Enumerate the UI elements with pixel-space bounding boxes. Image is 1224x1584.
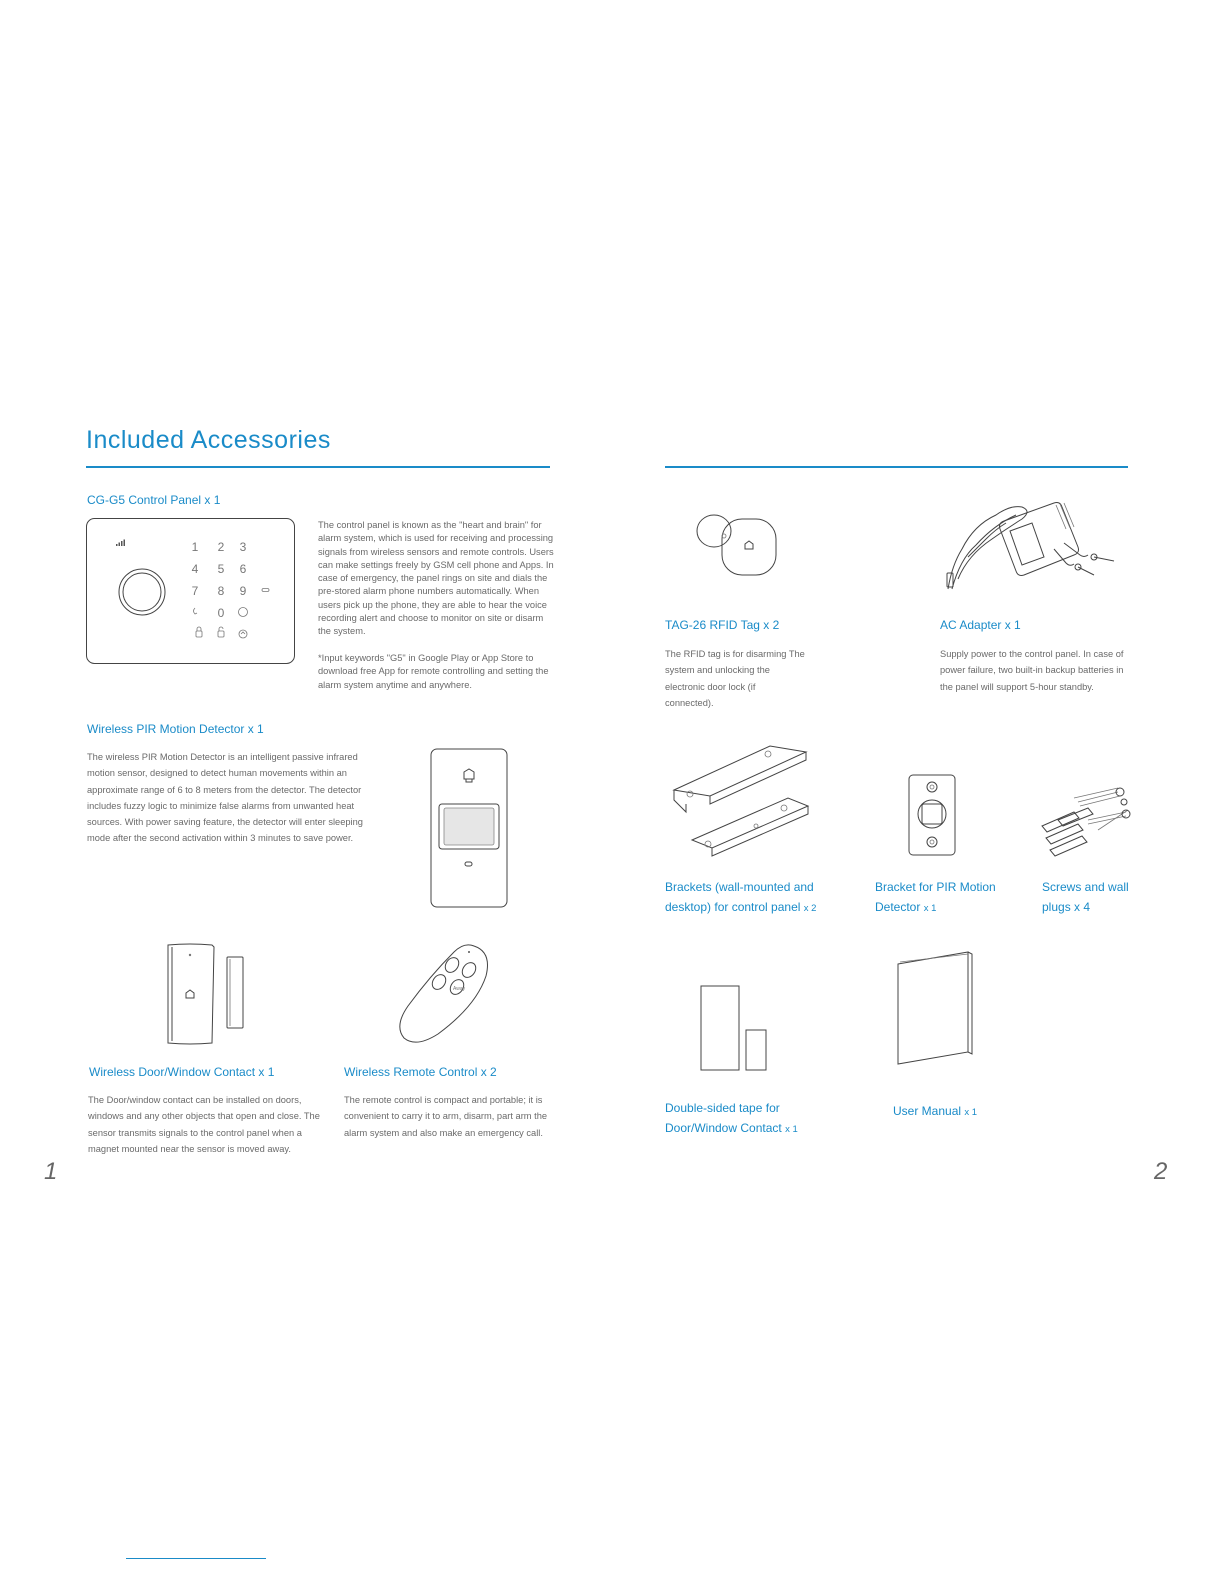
pir-heading: Wireless PIR Motion Detector x 1 <box>87 722 264 736</box>
key-4: 4 <box>191 562 199 576</box>
door-contact-heading: Wireless Door/Window Contact x 1 <box>89 1065 275 1079</box>
door-contact-illustration <box>164 941 249 1046</box>
key-0: 0 <box>217 606 225 620</box>
control-panel-heading: CG-G5 Control Panel x 1 <box>87 493 221 507</box>
control-panel-illustration <box>86 518 296 665</box>
rfid-tag-illustration <box>694 512 784 578</box>
screws-illustration <box>1038 784 1132 858</box>
brackets-heading-text: Brackets (wall-mounted and desktop) for control panel <box>665 880 814 914</box>
manual-qty: x 1 <box>964 1107 978 1118</box>
pir-led-icon <box>465 862 472 866</box>
unlock-key-icon <box>218 631 224 637</box>
signal-icon <box>116 540 125 547</box>
home-key-icon <box>239 630 247 638</box>
control-panel-desc: The control panel is known as the "heart and brain" for alarm system, which is used for receiving and processing signals from wireless sensors and remote controls. Users can make settings freely by GSM cell phone and Apps. In case of emergency, the panel rings on site and dials the pre-stored alarm phone numbers automatically. When users pick up the phone, they are able to hear the voice recording alert and choose to monitor on site or disarm the system. <box>318 520 554 637</box>
remote-desc: The remote control is compact and portable; it is convenient to carry it to arm, disarm, part arm the alarm system and also make an emergency call. <box>344 1095 548 1138</box>
manual-heading-text: User Manual <box>893 1104 962 1118</box>
brackets-heading <box>665 877 835 919</box>
key-8: 8 <box>217 584 225 598</box>
pir-bracket-qty: x 1 <box>923 903 937 914</box>
manual-heading <box>893 1101 977 1123</box>
remote-control-illustration <box>396 940 496 1045</box>
key-2: 2 <box>217 540 225 554</box>
page-number-left: 1 <box>44 1158 58 1185</box>
pir-bracket-heading-text: Bracket for PIR Motion Detector <box>875 880 996 914</box>
rfid-heading: TAG-26 RFID Tag x 2 <box>665 618 780 632</box>
tape-qty: x 1 <box>785 1124 798 1135</box>
double-sided-tape-illustration <box>700 985 770 1073</box>
rfid-desc: The RFID tag is for disarming The system and unlocking the electronic door lock (if connected). <box>665 649 805 708</box>
pir-logo-icon <box>464 769 474 782</box>
control-panel-note: *Input keywords "G5" in Google Play or App Store to download free App for remote controlling and setting the alarm system anytime and anywhere. <box>318 653 549 690</box>
key-7: 7 <box>191 584 199 598</box>
key-6: 6 <box>239 562 247 576</box>
tape-heading <box>665 1098 825 1140</box>
user-manual-illustration <box>896 950 976 1068</box>
remote-heading: Wireless Remote Control x 2 <box>344 1065 497 1079</box>
key-9: 9 <box>239 584 247 598</box>
ac-adapter-illustration <box>944 497 1128 593</box>
pir-bracket-illustration <box>906 773 958 857</box>
phone-key-icon <box>194 608 198 614</box>
pir-desc: The wireless PIR Motion Detector is an intelligent passive infrared motion sensor, designed to detect human movements within an approximate range of 6 to 8 meters from the detector. The detector includes fuzzy logic to minimize false alarms from unwanted heat sources. With power saving feature, the detector will enter sleeping mode after the second activation within 3 minutes to save power. <box>87 752 363 844</box>
door-contact-desc: The Door/window contact can be installed on doors, windows and any other objects that open and close. The sensor transmits signals to the control panel when a magnet mounted near the sensor is moved away. <box>88 1095 320 1154</box>
tape-heading-text: Double-sided tape for Door/Window Contact <box>665 1101 782 1135</box>
sos-key-icon <box>239 608 248 617</box>
key-3: 3 <box>239 540 247 554</box>
brackets-illustration <box>668 740 814 864</box>
screws-heading: Screws and wall plugs x 4 <box>1042 880 1129 914</box>
lock-key-icon <box>196 631 202 637</box>
page-number-right: 2 <box>1154 1158 1168 1185</box>
adapter-desc: Supply power to the control panel. In case of power failure, two built-in backup batteries in the panel will support 5-hour standby. <box>940 649 1124 692</box>
page-title: Included Accessories <box>86 426 331 454</box>
key-1: 1 <box>191 540 199 554</box>
svg-text:Away: Away <box>453 986 466 992</box>
pir-bracket-heading <box>875 877 1015 919</box>
title-rule-left <box>86 466 550 468</box>
pir-detector-illustration <box>430 748 510 910</box>
minus-key-icon <box>262 589 269 592</box>
title-rule-right <box>665 466 1128 468</box>
brackets-qty: x 2 <box>803 903 817 914</box>
key-5: 5 <box>217 562 225 576</box>
footer-rule <box>126 1558 266 1559</box>
adapter-heading: AC Adapter x 1 <box>940 618 1021 632</box>
